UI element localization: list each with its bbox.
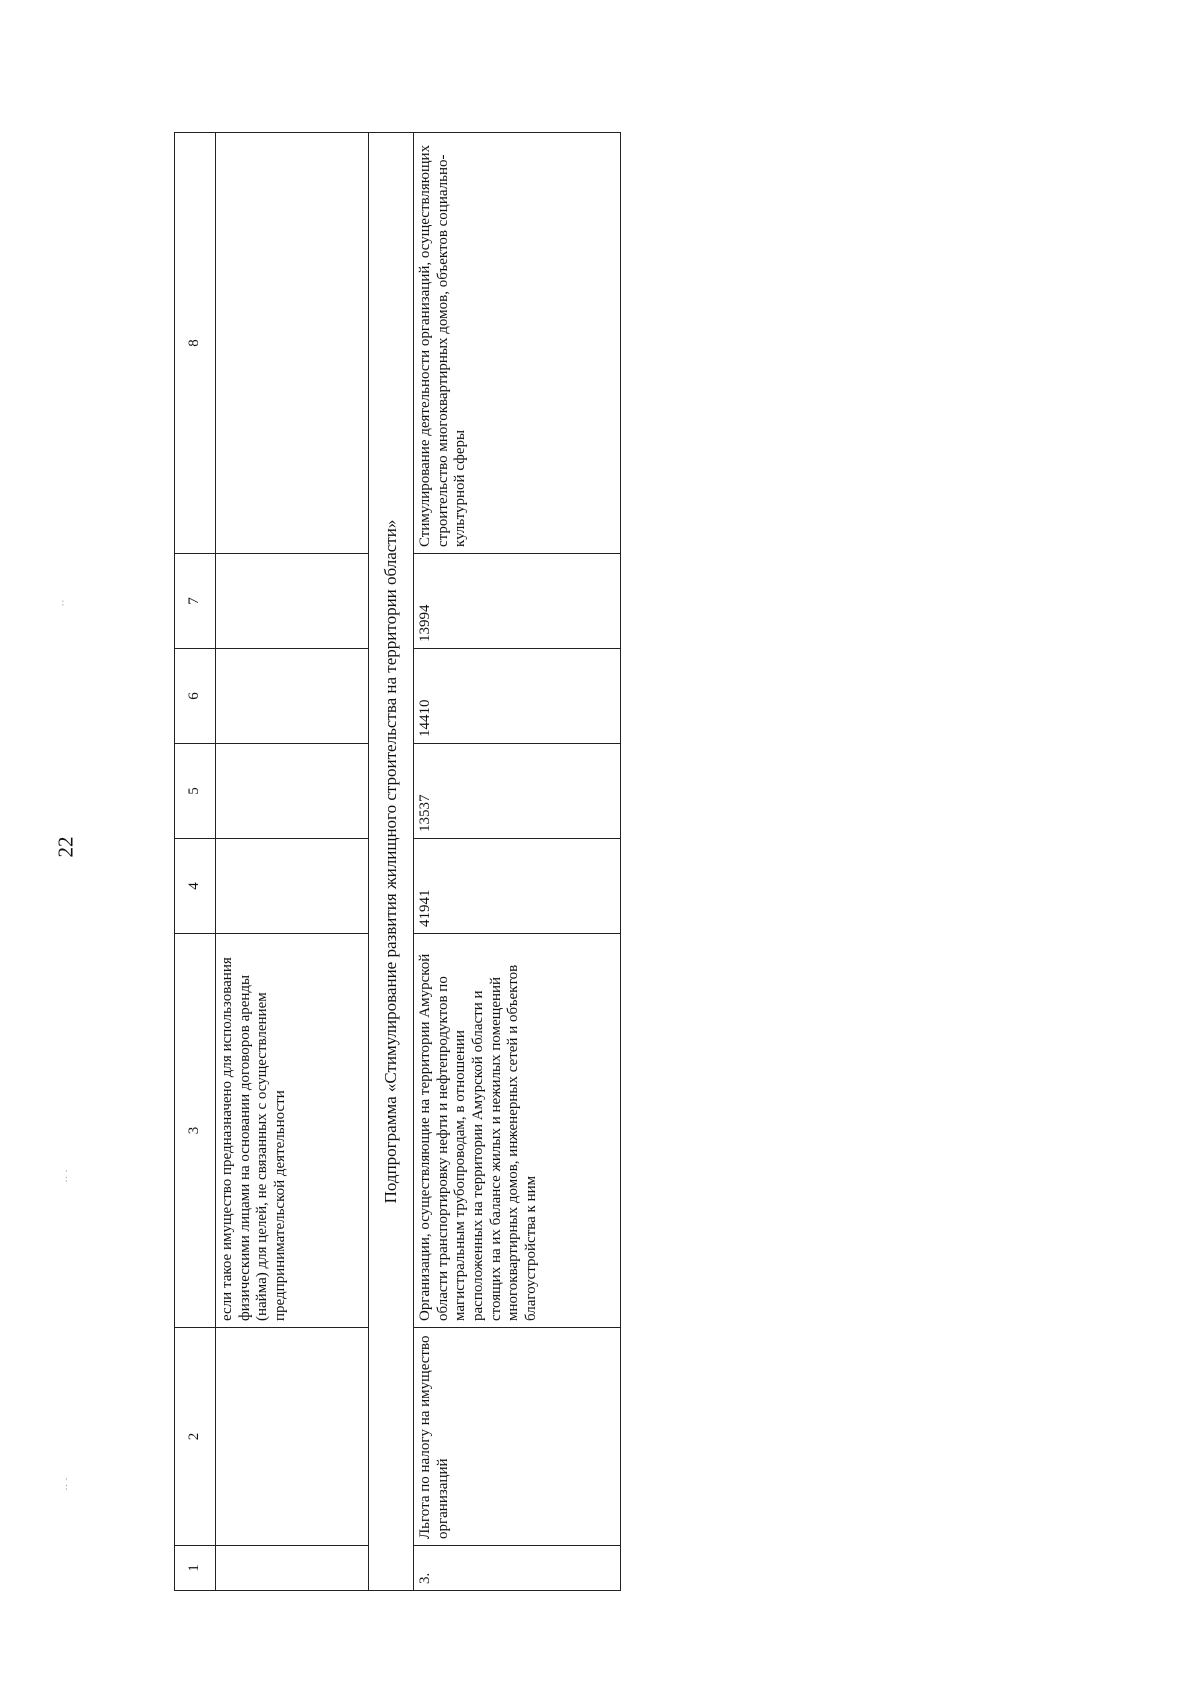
table-cell xyxy=(216,744,369,839)
header-cell: 5 xyxy=(175,744,216,839)
value-col5: 13537 xyxy=(414,744,621,839)
rotated-table-container xyxy=(174,133,604,1591)
header-cell: 8 xyxy=(175,133,216,554)
header-cell: 2 xyxy=(175,1328,216,1546)
value-col4: 41941 xyxy=(414,839,621,934)
table-cell xyxy=(216,839,369,934)
value-col6: 14410 xyxy=(414,649,621,744)
benefit-goal: Стимулирование деятельности организаций, осуществляющих строительство многоквартирных домов, объектов социально-культурной сферы xyxy=(414,133,621,554)
section-title: Подпрограмма «Стимулирование развития жилищного строительства на территории области» xyxy=(369,133,414,1591)
benefit-name: Льгота по налогу на имущество организаций xyxy=(414,1328,621,1546)
section-row xyxy=(369,133,414,1591)
table-cell xyxy=(216,133,369,554)
continuation-text: если такое имущество предназначено для использования физическими лицами на основании договоров аренды (найма) для целей, не связанных с осуществлением предпринимательской деятельности xyxy=(216,934,369,1328)
benefit-recipients: Организации, осуществляющие на территории Амурской области транспортировку нефти и нефтепродуктов по магистральным трубопроводам, в отношении расположенных на территории Амурской области и стоящих на их балансе жилых и нежилых помещений многоквартирных домов, инженерных сетей и объектов благоустройства к ним xyxy=(414,934,621,1328)
table-cell xyxy=(216,649,369,744)
table-cell xyxy=(216,1328,369,1546)
table-header-row xyxy=(175,133,216,1591)
header-cell: 7 xyxy=(175,554,216,649)
scan-smudge: ·· xyxy=(57,599,70,607)
header-cell: 3 xyxy=(175,934,216,1328)
tax-benefits-table xyxy=(174,132,621,1591)
header-cell: 1 xyxy=(175,1546,216,1591)
table-cell xyxy=(216,554,369,649)
row-number: 3. xyxy=(414,1546,621,1591)
scan-smudge: ·· · xyxy=(60,1477,73,1491)
table-cell xyxy=(216,1546,369,1591)
header-cell: 4 xyxy=(175,839,216,934)
scan-smudge: ·· · xyxy=(60,1169,73,1183)
table-row xyxy=(414,133,621,1591)
continuation-row xyxy=(216,133,369,1591)
page-number: 22 xyxy=(53,836,78,858)
value-col7: 13994 xyxy=(414,554,621,649)
header-cell: 6 xyxy=(175,649,216,744)
